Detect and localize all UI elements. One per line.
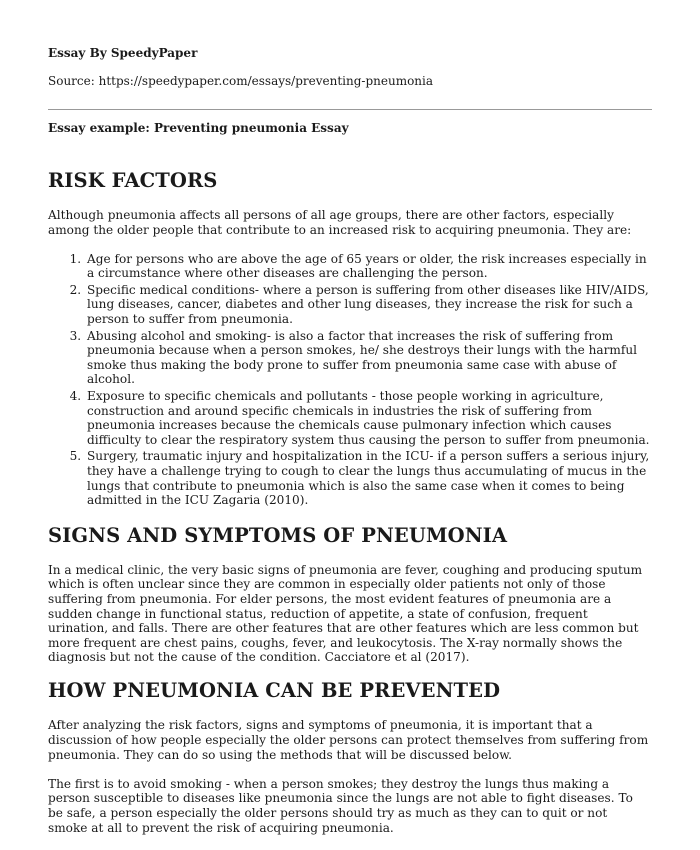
prevention-paragraph-1: After analyzing the risk factors, signs and symptoms of pneumonia, it is important that a discussion of how people especially the older persons can protect themselves from suffering from pneumonia. They can do so using the methods that will be discussed below. [48,718,649,762]
heading-prevention: HOW PNEUMONIA CAN BE PREVENTED [48,679,501,703]
list-item: 3. Abusing alcohol and smoking- is also a factor that increases the risk of suffering from pneumonia because when a person smokes, he/ she destroys their lungs with the harmful smoke thus making the body prone to suffer from pneumonia same case with abuse of alcohol. [85,329,650,387]
prevention-paragraph-2: The first is to avoid smoking - when a person smokes; they destroy the lungs thus making a person susceptible to diseases like pneumonia since the lungs are not able to fight diseases. To be safe, a person especially the older persons should try as much as they can to quit or not smoke at all to prevent the risk of acquiring pneumonia. [48,776,633,835]
list-item: 4. Exposure to specific chemicals and pollutants - those people working in agriculture, construction and around specific chemicals in industries the risk of suffering from pneumonia increases because the chemicals cause pulmonary infection which causes difficulty to clear the respiratory system thus causing the person to suffer from pneumonia. [85,389,650,447]
list-item: 2. Specific medical conditions- where a person is suffering from other diseases like HIV/AIDS, lung diseases, cancer, diabetes and other lung diseases, they increase the risk for such a person to suffer from pneumonia. [85,283,650,327]
essay-example-title: Essay example: Preventing pneumonia Essay [48,121,349,135]
source-line: Source: https://speedypaper.com/essays/preventing-pneumonia [48,74,434,88]
risk-intro-paragraph: Although pneumonia affects all persons of all age groups, there are other factors, especially among the older people that contribute to an increased risk to acquiring pneumonia. They are: [48,208,632,237]
heading-signs-symptoms: SIGNS AND SYMPTOMS OF PNEUMONIA [48,523,508,547]
divider [48,109,652,110]
list-item: 5. Surgery, traumatic injury and hospitalization in the ICU- if a person suffers a serious injury, they have a challenge trying to cough to clear the lungs thus accumulating of mucus in the lungs that contribute to pneumonia which is also the same case when it comes to being admitted in the ICU Zagaria (2010). [85,449,650,507]
brand-title: Essay By SpeedyPaper [48,46,198,60]
signs-paragraph: In a medical clinic, the very basic signs of pneumonia are fever, coughing and producing sputum which is often unclear since they are common in especially older patients not only of those suffering from pneumonia. For elder persons, the most evident features of pneumonia are a sudden change in functional status, reduction of appetite, a state of confusion, frequent urination, and falls. There are other features that are other features which are less common but more frequent are chest pains, coughs, fever, and leukocytosis. The X-ray normally shows the diagnosis but not the cause of the condition. Cacciatore et al (2017). [48,562,643,665]
essay-body [48,169,650,850]
list-item: 1. Age for persons who are above the age of 65 years or older, the risk increases especially in a circumstance where other diseases are challenging the person. [85,252,650,281]
risk-factor-list [48,252,650,508]
heading-risk-factors: RISK FACTORS [48,169,218,192]
